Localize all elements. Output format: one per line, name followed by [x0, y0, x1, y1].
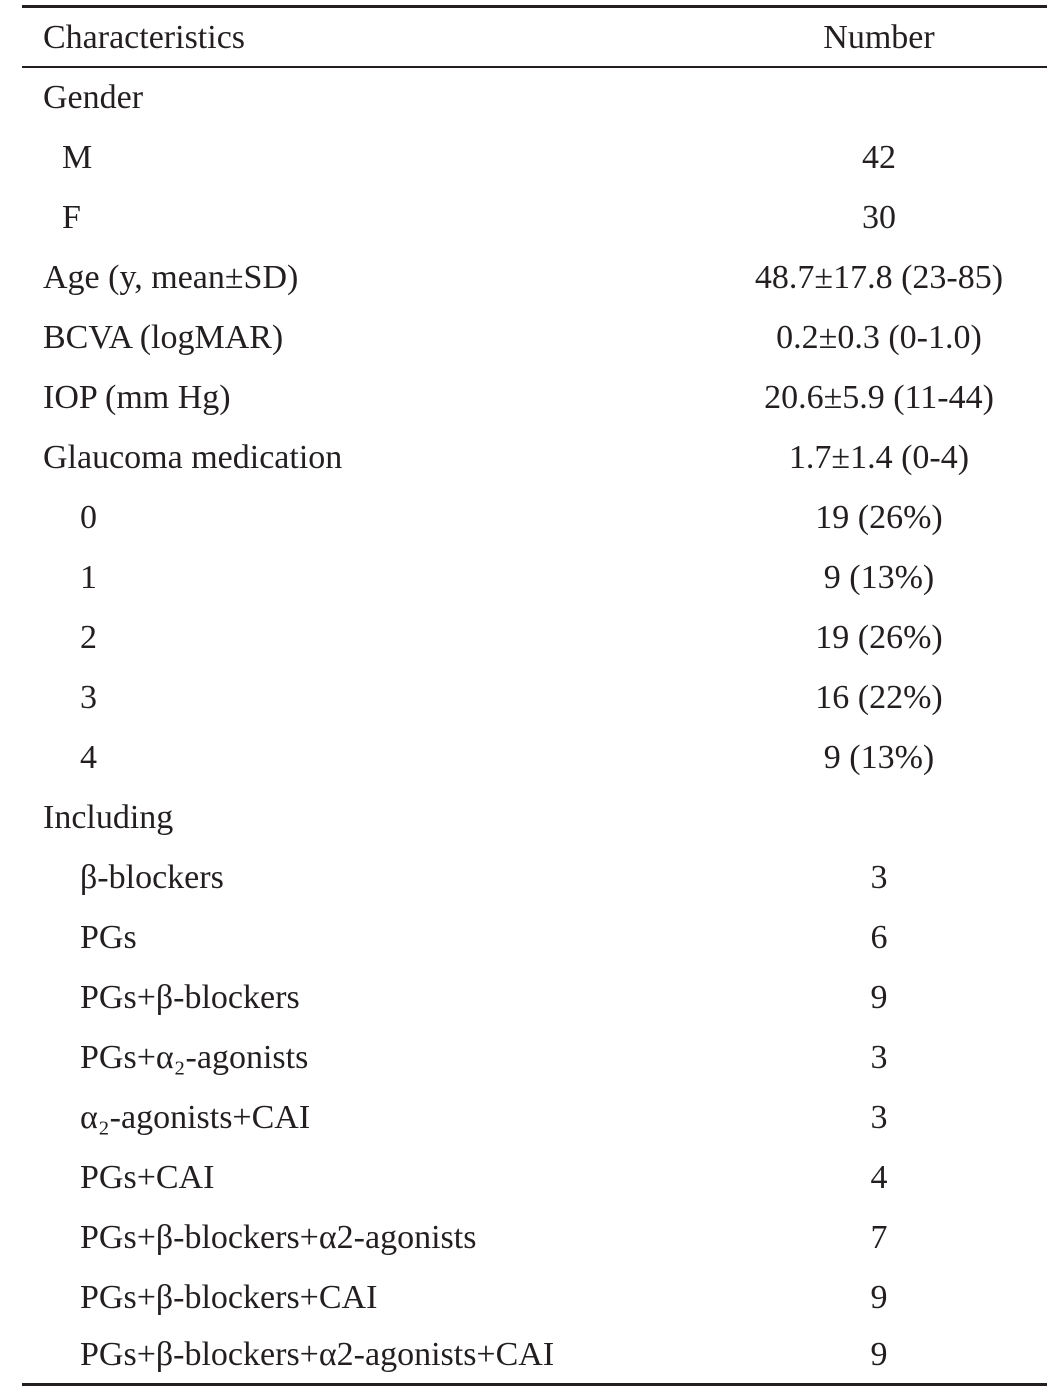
table-row: [22, 68, 1047, 128]
row-label: α₂-agonists+CAI: [80, 1099, 311, 1136]
table-row: [22, 788, 1047, 848]
row-label: Age (y, mean±SD): [43, 259, 299, 296]
row-label: 3: [80, 679, 97, 716]
row-value: 3: [870, 859, 888, 896]
row-label: PGs+β-blockers+CAI: [80, 1279, 378, 1316]
row-label: 1: [80, 559, 97, 596]
table-row: [22, 248, 1047, 308]
row-value: 30: [862, 199, 896, 236]
table-row: [22, 188, 1047, 248]
row-value: 9 (13%): [823, 559, 935, 596]
table-row: [22, 968, 1047, 1028]
row-value: 9: [870, 1279, 888, 1316]
row-value: 20.6±5.9 (11-44): [764, 379, 994, 416]
table-row: [22, 908, 1047, 968]
row-label: M: [62, 139, 93, 176]
row-value: 1.7±1.4 (0-4): [788, 439, 970, 476]
row-label: PGs+β-blockers+α2-agonists+CAI: [80, 1336, 555, 1373]
row-label: Including: [43, 799, 174, 836]
row-label: PGs+α₂-agonists: [80, 1039, 309, 1076]
row-value: 3: [870, 1039, 888, 1076]
table-row: [22, 1325, 1047, 1385]
row-label: PGs+β-blockers: [80, 979, 300, 1016]
table-row: [22, 128, 1047, 188]
row-value: 16 (22%): [815, 679, 943, 716]
table-row: [22, 428, 1047, 488]
row-value: 9 (13%): [823, 739, 935, 776]
row-label: PGs+β-blockers+α2-agonists: [80, 1219, 477, 1256]
row-label: 2: [80, 619, 97, 656]
row-value: 9: [870, 979, 888, 1016]
table-row: [22, 368, 1047, 428]
row-label: Gender: [43, 79, 144, 116]
row-label: BCVA (logMAR): [43, 319, 284, 356]
header-number: Number: [823, 19, 935, 56]
table-row: [22, 548, 1047, 608]
header-characteristics: Characteristics: [43, 19, 246, 56]
row-value: 48.7±17.8 (23-85): [754, 259, 1004, 296]
table-row: [22, 608, 1047, 668]
row-label: β-blockers: [80, 859, 224, 896]
table-row: [22, 848, 1047, 908]
row-value: 42: [862, 139, 896, 176]
row-label: 0: [80, 499, 97, 536]
table-bottom-rule: [22, 1383, 1047, 1386]
row-label: Glaucoma medication: [43, 439, 343, 476]
row-value: 9: [870, 1336, 888, 1373]
table-row: [22, 308, 1047, 368]
row-label: PGs+CAI: [80, 1159, 215, 1196]
table-row: [22, 1028, 1047, 1088]
row-label: IOP (mm Hg): [43, 379, 231, 416]
table-header-row: [22, 8, 1047, 68]
row-value: 7: [870, 1219, 888, 1256]
row-label: PGs: [80, 919, 137, 956]
table-row: [22, 728, 1047, 788]
row-label: F: [62, 199, 81, 236]
table-row: [22, 488, 1047, 548]
table-row: [22, 1148, 1047, 1208]
row-value: 19 (26%): [815, 499, 943, 536]
table-row: [22, 668, 1047, 728]
table-row: [22, 1268, 1047, 1328]
row-value: 4: [870, 1159, 888, 1196]
table-row: [22, 1088, 1047, 1148]
row-value: 0.2±0.3 (0-1.0): [776, 319, 982, 356]
row-value: 3: [870, 1099, 888, 1136]
row-label: 4: [80, 739, 97, 776]
row-value: 19 (26%): [815, 619, 943, 656]
row-value: 6: [870, 919, 888, 956]
table-row: [22, 1208, 1047, 1268]
